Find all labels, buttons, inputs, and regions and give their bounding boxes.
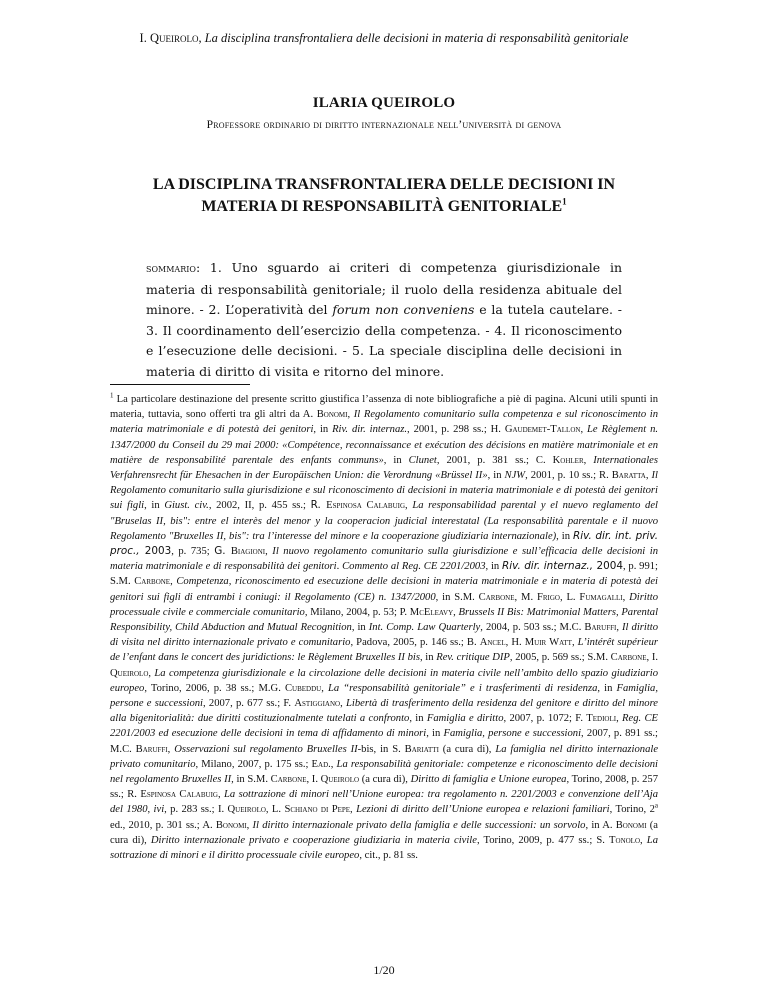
footnote-segment: , in [144,500,165,512]
footnote-segment: , in [485,561,503,573]
footnote-segment: Le Règlement n. 1347/2000 du Conseil du 29 mai 2000: «Compétence, reconnaissance et exécution des décisions en matière matrimoniale et en matière de responsabilité parentale des enfants communs» [110,424,659,466]
footnote-segment: , Torino, 2009, p. 477 ss.; S. [476,834,610,846]
footnote-segment: Carbone [478,591,515,603]
footnote-segment: La “responsabilità genitoriale” e i trasferimenti di residenza [327,682,598,694]
footnote-segment: ed., 2010, p. 301 ss.; A. [110,819,216,831]
footnote-segment: , Torino, 2006, p. 38 ss.; M.G. [144,682,285,694]
header-title: La disciplina transfrontaliera delle decisioni in materia di responsabilità genitoriale [204,31,629,45]
footnote-segment: Queirolo [320,774,360,786]
footnote-segment: Carbone [610,652,647,664]
footnote-segment: Diritto internazionale privato e cooperazione giudiziaria in materia civile [150,834,477,846]
footnote-segment: , [147,804,154,816]
author-name: ILARIA QUEIROLO [312,95,456,111]
footnote-segment: , in A. [585,819,616,831]
footnote-segment: Famiglia, persone e successioni [443,728,582,740]
footnote-segment: Tedioli [586,713,617,725]
footnote-segment: , in [426,728,444,740]
footnote-segment: , Torino, 2 [609,804,655,816]
footnote-segment: 2003 [139,545,172,558]
footnote-segment: , in [313,424,333,436]
footnote-segment: Il diritto internazionale privato della famiglia e delle successioni: un sorvolo [252,819,586,831]
footnote-segment: NJW [504,470,526,482]
footnote-segment: Biagioni [230,546,266,558]
footnote-segment: , M. [514,591,537,603]
footnote-segment: Cubeddu [284,682,322,694]
footnote-segment: Frigo [536,591,560,603]
footnote-segment: , p. 735; [171,546,215,558]
footnote-segment: Reg. CE 2201/2003 ed esecuzione delle decisioni in tema di affidamento di minori [110,713,658,740]
footnote-segment: Commento al Reg. CE 2201/2003 [342,561,486,573]
footnote-segment: Fumagalli [579,591,623,603]
title-footnote-ref[interactable]: 1 [562,196,567,207]
footnote-segment: , [571,637,578,649]
footnote-segment: Brussels II Bis: Matrimonial Matters, Parental Responsibility, Child Abduction and Mutual Recognition [110,606,659,634]
footnote-segment: Famiglia e diritto [426,713,504,725]
footnote-segment: Muir Watt [524,637,572,649]
footnote-segment: Osservazioni sul regolamento Bruxelles II [174,743,358,755]
header-author-surname: Queirolo [149,31,199,45]
footnote-segment: , 2005, p. 569 ss.; S.M. [509,652,611,664]
footnote-segment: Baratta [611,470,646,482]
footnote-segment: Gaudemet-Tallon [504,424,581,436]
footnote-segment: R. [310,499,327,512]
footnote-segment: , Milano, 2004, p. 53; P. [304,606,410,618]
footnote-segment: a [654,801,658,810]
footnote-segment: Il Regolamento comunitario sulla giurisdizione e sul riconoscimento di decisioni in materia matrimoniale e di potestà dei genitori sui figli [110,470,658,512]
footnote-segment: Baruffi [135,743,168,755]
footnote-segment: , [622,591,630,603]
footnote-segment: Carbone [134,576,171,588]
footnote-segment: , 2001, p. 381 ss.; C. [436,454,553,466]
footnote-segment: Bonomi [215,819,247,831]
footnote-segment: , [583,454,594,466]
article-title [100,174,668,218]
footnote-segment: , L. [559,591,580,603]
footnote-segment: La famiglia nel diritto internazionale privato comunitario [110,743,659,770]
footnote-segment: , [616,622,623,634]
author-affiliation: Professore ordinario di diritto internazionale nell’università di genova [206,119,562,131]
footnote-segment: Riv. dir. int. priv. proc., [110,529,658,558]
footnote-segment: , 2002, II, p. 455 ss.; [208,500,311,512]
footnote-segment: , 2001, p. 298 ss.; H. [407,424,505,436]
footnote-segment: , p. 283 ss.; I. [164,804,228,816]
footnote-segment: Int. Comp. Law Quarterly [368,622,481,634]
footnote-segment: , 2001, p. 10 ss.; R. [525,470,612,482]
footnote-segment: 2004 [593,560,623,573]
footnote-segment: in S.M. [233,774,271,786]
header-author-initial: I. [139,31,147,45]
footnote-segment: , [217,789,225,801]
footnote-segment: , H. [505,637,525,649]
footnote-segment: , [170,576,177,588]
footnote-segment: Queirolo [110,667,149,679]
footnote-segment: ivi [153,804,165,816]
footnote-segment: Giust. civ. [164,500,209,512]
footnote-segment: ., [328,758,337,770]
footnote-segment: , [453,606,459,618]
footnote-segment: Tonolo [609,834,641,846]
footnote-segment: , [347,409,354,421]
footnote-segment: , p. 991; S.M. [110,561,659,588]
footnote-segment: G. [214,545,231,558]
footnote-segment: La sottrazione di minori e il diritto processuale civile europeo [110,834,658,862]
footnote-segment: , [246,819,253,831]
footnote-segment: , [350,804,357,816]
footnote-segment: , in S.M. [435,591,479,603]
footnote-segment: Kohler [552,454,584,466]
footnote-segment: . [336,561,343,573]
footnote-segment: , in [383,454,409,466]
footnote-segment: Ancel [479,637,506,649]
footnote-segment: , in [419,652,437,664]
summary-text-1: : 1. Uno sguardo ai criteri di competenza giurisdizionale in materia di responsabilità genitoriale; il ruolo della residenza abituale del minore. - 2. L’operatività del [146,260,622,317]
footnote-segment: Libertà di trasferimento della residenza del genitore e diritto del minore alla bigenitorialità: due diritti costituzionalmente tutelati a confronto [110,698,659,725]
footnote-segment: Queirolo [227,804,266,816]
footnote-separator [110,384,250,385]
footnote-segment: Lezioni di diritto dell’Unione europea e relazioni familiari [356,804,610,816]
footnote-segment: Il nuovo regolamento comunitario sulla giurisdizione e sull’efficacia delle decisioni in materia matrimoniale e di responsabilità dei genitori [110,546,659,573]
footnote-segment: Diritto processuale civile e commerciale comunitario [110,591,658,618]
summary-forum-term: forum non conveniens [332,302,475,317]
footnote-segment: Il diritto di visita nel diritto internazionale privato e comunitario [110,622,659,649]
footnote-segment: Ead [311,758,329,770]
footnote-segment: , [321,682,328,694]
footnote-segment: Torino, 2008, p. 257 ss.; R. [110,774,659,801]
footnote-segment: (a cura di), [359,774,411,786]
footnote-segment: Il Regolamento comunitario sulla competenza e sul riconoscimento in materia matrimoniale e di potestà dei genitori [110,409,658,436]
footnote-segment: La responsabilità genitoriale: competenze e riconoscimento delle decisioni nel regolamento Bruxelles II, [110,758,658,786]
footnote-segment: , in [351,622,369,634]
footnote-segment: , Padova, 2005, p. 146 ss.; B. [350,637,480,649]
footnote-segment: Rev. critique DIP [436,652,510,664]
footnote-segment: Bonomi [316,409,348,421]
footnote-segment: Famiglia, persone e successioni [110,682,659,710]
footnote-segment: Baruffi [584,622,617,634]
footnote-segment: , [616,713,623,725]
title-line-1: LA DISCIPLINA TRANSFRONTALIERA DELLE DECISIONI IN [152,176,616,193]
footnote-segment: Bariatti [404,743,439,755]
footnote-segment: , 2004, p. 503 ss.; M.C. [480,622,585,634]
footnote-segment: , 2007, p. 677 ss.; F. [203,698,295,710]
running-header [0,31,768,46]
footnote-segment: L’intérêt supérieur de l’enfant dans le concert des juridictions: le Règlement Bruxelles II bis [110,637,659,664]
footnote-segment: , [645,470,652,482]
footnote-segment: Bonomi [615,819,647,831]
footnote-segment: , Milano, 2007, p. 175 ss.; [195,758,312,770]
footnote-segment: Clunet [408,454,437,466]
page-number: 1/20 [373,963,395,977]
footnote-segment: , I. [646,652,659,664]
footnote-segment: Competenza, riconoscimento ed esecuzione delle decisioni in materia matrimoniale e in materia di potestà dei genitori sui figli di entrambi i coniugi: il Regolamento (CE) n. 1347/2000 [110,576,658,603]
footnote-segment: La particolare destinazione del presente scritto giustifica l’assenza di note bibliografiche a piè di pagina. Alcuni utili spunti in materia, tuttavia, sono offerti tra gli altri da A. [110,394,658,421]
footnote-segment: , cit., p. 81 ss. [359,850,418,862]
footnote-segment: , [580,424,587,436]
footnote-segment: , in [409,713,427,725]
footnote-segment: Astiggiano [294,698,341,710]
footnote-segment: Diritto di famiglia e Unione europea, [410,774,570,786]
footnote-segment: Carbone [270,774,307,786]
footnote-segment: Riv. dir. internaz. [332,424,408,436]
footnote-segment: , in [556,530,574,542]
footnote-segment: Espinosa Calabuig [140,789,218,801]
footnote-segment: , [148,667,155,679]
footnote-segment: , I. [306,774,321,786]
summary-abstract [146,258,622,382]
footnote-segment: , L. [265,804,285,816]
footnote-segment: , in [487,470,505,482]
footnote-segment: , [340,698,347,710]
footnote-segment: Espinosa Calabuig [326,500,406,512]
footnote-segment: Riv. dir. internaz., [502,560,594,573]
footnote-segment: , [640,834,647,846]
footnote-segment: McEleavy [409,606,454,618]
footnote-segment: (a cura di), [438,743,496,755]
footnote-segment: Schiano di Pepe [284,804,351,816]
footnote-segment: , [265,546,273,558]
footnote-segment: , 2007, p. 891 ss.; M.C. [110,728,658,755]
footnote-segment: La sottrazione di minori nell’Unione europea: tra regolamento n. 2201/2003 e convenzione dell’Aja del 1980 [110,789,659,816]
footnote-segment: , [167,743,175,755]
footnote-segment: , 2007, p. 1072; F. [503,713,587,725]
footnote-segment: La competenza giurisdizionale e la circolazione delle decisioni in materia civile nell’ambito dello spazio giudiziario europeo [110,667,658,694]
summary-text-2: e la tutela cautelare. - 3. Il coordinamento dell’esercizio della competenza. - 4. Il riconoscimento e l’esecuzione delle decisioni. - 5. La speciale disciplina delle decisioni in materia di diritto di visita e ritorno del minore. [146,302,622,379]
header-separator: , [198,31,202,45]
footnote-segment: -bis, in S. [357,743,405,755]
footnote-segment: , in [597,682,617,694]
footnote-segment: Internationales Verfahrensrecht für Ehesachen in der Europäischen Union: die Verordnung «Brüssel II» [110,454,658,482]
footnote-segment: La responsabilidad parental y el nuevo reglamento del "Bruselas II, bis": entre el interès del menor y la cooperacion judicial interestatal (La responsabilità parentale e il nuovo Regolamento "Bruxelles II, bis": tra l’interesse del minore e la cooperazione giudiziaria internazionale) [110,500,658,542]
summary-label: sommario [146,262,196,275]
footnote-1 [110,392,658,863]
footnote-segment: , [405,500,413,512]
footnote-segment: (a cura di), [110,819,658,846]
title-line-2: MATERIA DI RESPONSABILITÀ GENITORIALE [201,198,563,215]
footnote-marker: 1 [110,391,114,400]
